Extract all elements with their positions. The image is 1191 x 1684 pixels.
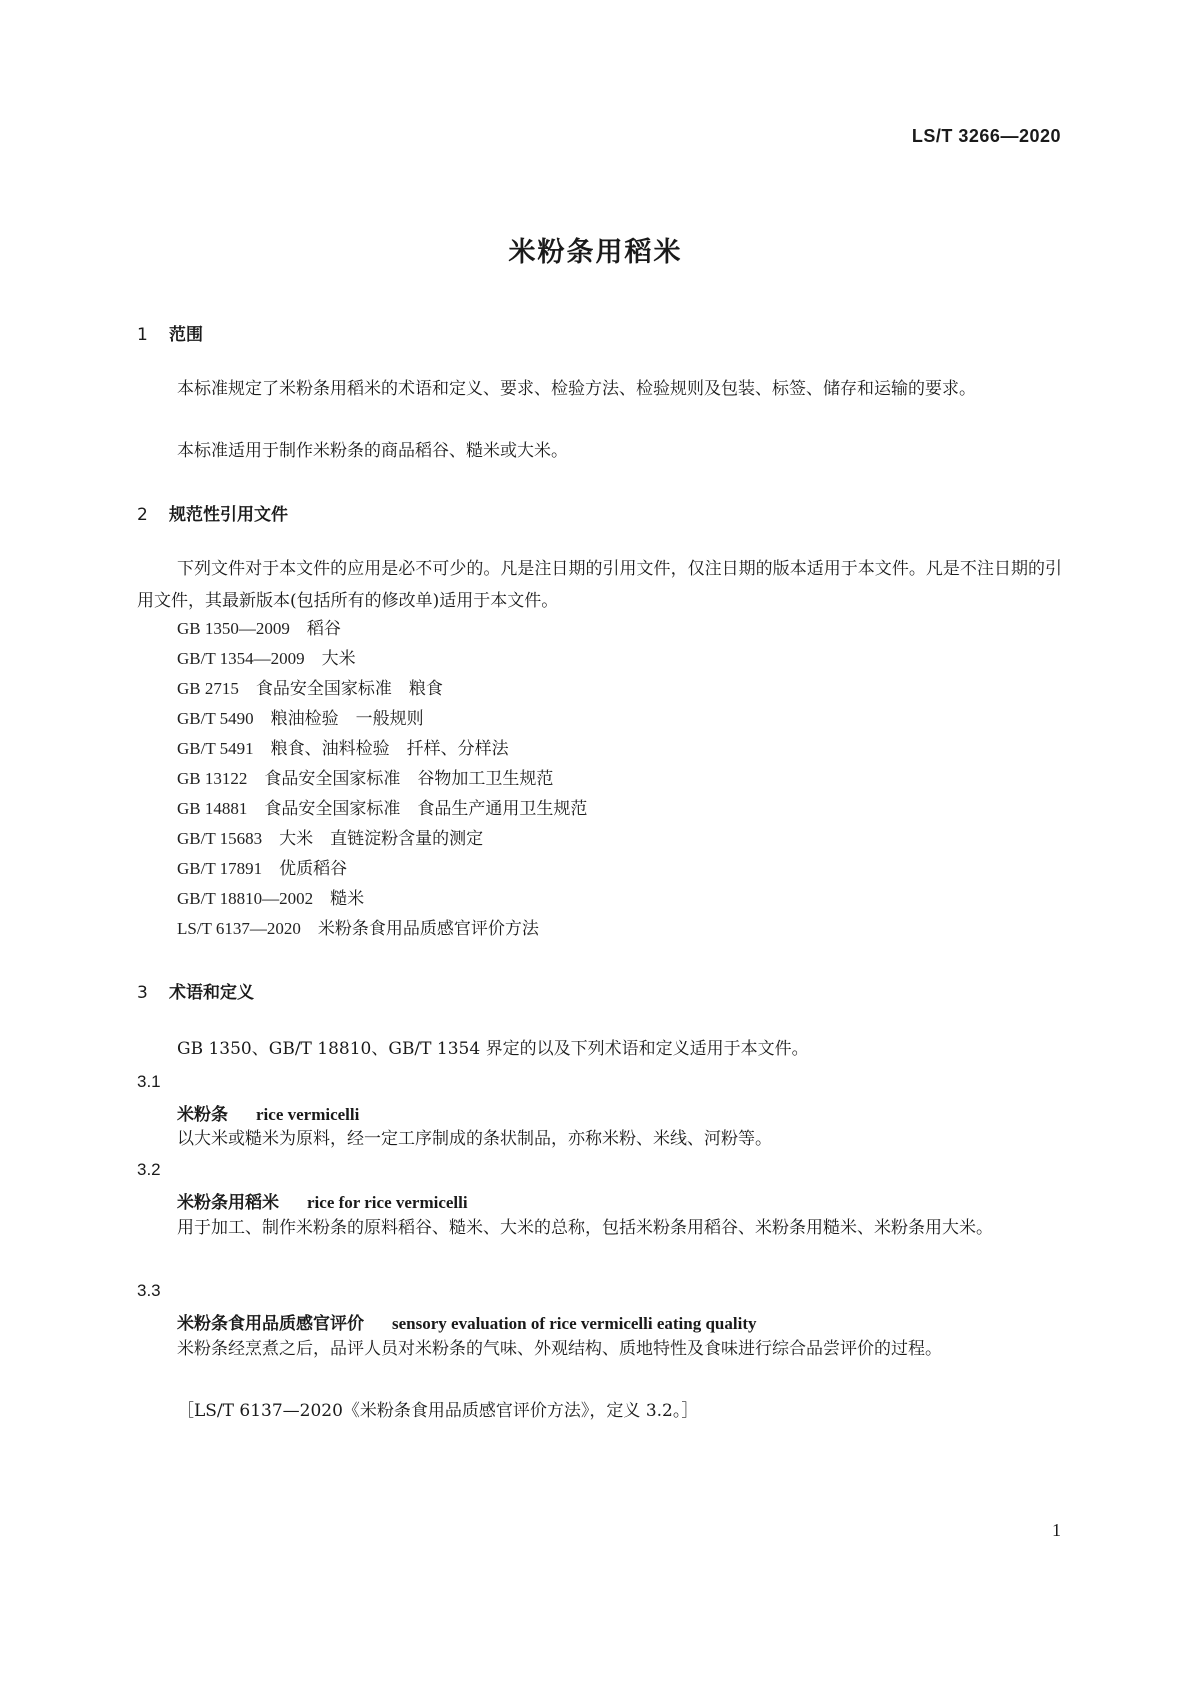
reference-item — [177, 853, 347, 885]
section-2-para-1: 下列文件对于本文件的应用是必不可少的。凡是注日期的引用文件，仅注日期的版本适用于本文件。凡是不注日期的引用文件，其最新版本(包括所有的修改单)适用于本文件。 — [137, 559, 1062, 611]
reference-item — [177, 643, 356, 675]
term-source: ［LS/T 6137—2020《米粉条食用品质感官评价方法》，定义 3.2。］ — [177, 1401, 699, 1421]
term-en: rice vermicelli — [256, 1105, 360, 1124]
section-number: 1 — [137, 325, 148, 345]
section-1-heading — [137, 320, 203, 345]
section-title: 范围 — [169, 325, 203, 345]
document-title: 米粉条用稻米 — [508, 237, 683, 268]
reference-code: GB 2715 — [177, 679, 239, 698]
term-number: 3.3 — [137, 1281, 161, 1300]
reference-item — [177, 793, 587, 825]
reference-code: GB/T 18810—2002 — [177, 889, 314, 908]
term-entry — [177, 1188, 468, 1213]
reference-name: 米粉条食用品质感官评价方法 — [317, 919, 539, 939]
reference-code: GB/T 15683 — [177, 829, 263, 848]
section-3-heading — [137, 978, 254, 1003]
reference-code: GB/T 1354—2009 — [177, 649, 305, 668]
reference-code: GB 1350—2009 — [177, 619, 290, 638]
term-number: 3.1 — [137, 1072, 161, 1091]
standard-code: LS/T 3266—2020 — [911, 126, 1061, 146]
reference-item — [177, 613, 341, 645]
term-definition: 用于加工、制作米粉条的原料稻谷、糙米、大米的总称，包括米粉条用稻谷、米粉条用糙米、米粉条用大米。 — [177, 1218, 993, 1238]
term-en: sensory evaluation of rice vermicelli eating quality — [392, 1314, 757, 1333]
reference-name: 大米 直链淀粉含量的测定 — [279, 829, 484, 849]
reference-name: 食品安全国家标准 粮食 — [255, 679, 443, 699]
reference-item — [177, 883, 364, 915]
reference-name: 优质稻谷 — [279, 859, 348, 879]
section-title: 术语和定义 — [169, 983, 254, 1003]
section-2-heading — [137, 500, 288, 525]
reference-code: GB 13122 — [177, 769, 248, 788]
section-1-para-1: 本标准规定了米粉条用稻米的术语和定义、要求、检验方法、检验规则及包装、标签、储存和运输的要求。 — [177, 379, 976, 399]
term-definition: 米粉条经烹煮之后，品评人员对米粉条的气味、外观结构、质地特性及食味进行综合品尝评价的过程。 — [177, 1339, 942, 1359]
reference-item — [177, 913, 539, 945]
reference-code: LS/T 6137—2020 — [177, 919, 301, 938]
section-1-para-2: 本标准适用于制作米粉条的商品稻谷、糙米或大米。 — [177, 441, 568, 461]
page-number: 1 — [1052, 1520, 1061, 1540]
reference-code: GB 14881 — [177, 799, 248, 818]
reference-name: 粮食、油料检验 扦样、分样法 — [270, 739, 509, 759]
term-entry — [177, 1100, 359, 1125]
reference-code: GB/T 5490 — [177, 709, 254, 728]
term-zh: 米粉条用稻米 — [177, 1193, 279, 1213]
reference-name: 糙米 — [330, 889, 365, 909]
term-number: 3.2 — [137, 1160, 161, 1179]
term-zh: 米粉条 — [177, 1105, 228, 1125]
reference-name: 稻谷 — [306, 619, 341, 639]
reference-code: GB/T 17891 — [177, 859, 263, 878]
reference-item — [177, 703, 424, 735]
section-number: 3 — [137, 983, 148, 1003]
term-entry — [177, 1309, 757, 1334]
reference-code: GB/T 5491 — [177, 739, 254, 758]
section-3-para-1: GB 1350、GB/T 18810、GB/T 1354 界定的以及下列术语和定义适用于本文件。 — [177, 1039, 809, 1059]
section-title: 规范性引用文件 — [169, 505, 288, 525]
term-en: rice for rice vermicelli — [307, 1193, 468, 1212]
reference-name: 食品安全国家标准 谷物加工卫生规范 — [264, 769, 554, 789]
reference-item — [177, 733, 509, 765]
reference-name: 大米 — [321, 649, 356, 669]
reference-name: 粮油检验 一般规则 — [270, 709, 424, 729]
section-number: 2 — [137, 505, 148, 525]
reference-item — [177, 673, 443, 705]
reference-name: 食品安全国家标准 食品生产通用卫生规范 — [264, 799, 588, 819]
term-definition: 以大米或糙米为原料，经一定工序制成的条状制品，亦称米粉、米线、河粉等。 — [177, 1129, 772, 1149]
reference-item — [177, 763, 553, 795]
term-zh: 米粉条食用品质感官评价 — [177, 1314, 364, 1334]
reference-item — [177, 823, 483, 855]
